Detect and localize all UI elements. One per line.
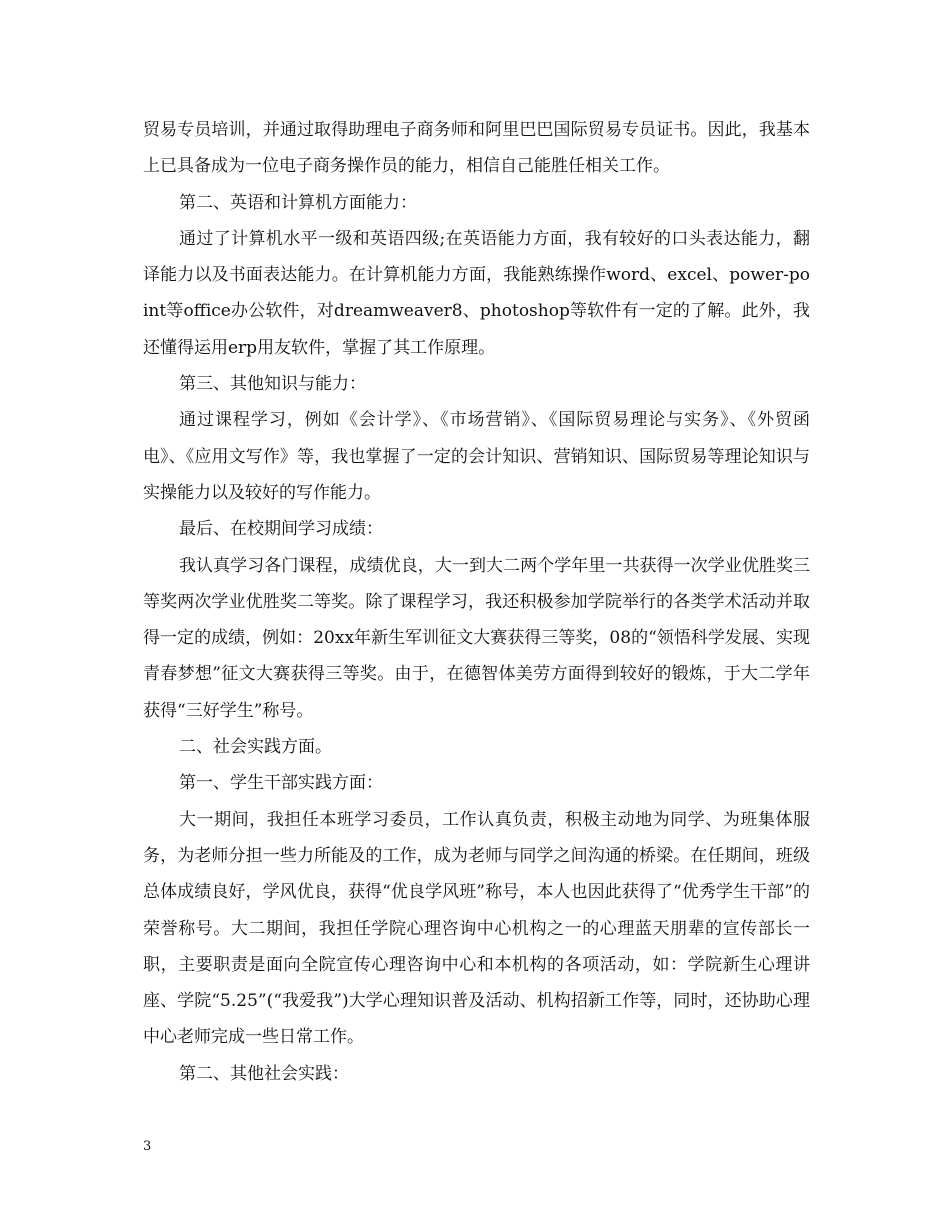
paragraph-11: 第二、其他社会实践： (179, 1063, 349, 1084)
paragraph-4: 第三、其他知识与能力： (179, 374, 366, 395)
paragraph-6: 最后、在校期间学习成绩： (179, 519, 383, 540)
paragraph-1: 贸易专员培训，并通过取得助理电子商务师和阿里巴巴国际贸易专员证书。因此，我基本上已具备成为一位电子商务操作员的能力，相信自己能胜任相关工作。 (143, 120, 810, 177)
document-body (143, 112, 810, 1092)
paragraph-7: 我认真学习各门课程，成绩优良，大一到大二两个学年里一共获得一次学业优胜奖三等奖两次学业优胜奖二等奖。除了课程学习，我还积极参加学院举行的各类学术活动并取得一定的成绩，例如：20xx年新生军训征文大赛获得三等奖，08的“领悟科学发展、实现青春梦想”征文大赛获得三等奖。由于，在德智体美劳方面得到较好的锻炼，于大二学年获得“三好学生”称号。 (143, 555, 810, 721)
paragraph-9: 第一、学生干部实践方面： (179, 773, 383, 794)
paragraph-2: 第二、英语和计算机方面能力： (179, 192, 417, 213)
page-number: 3 (143, 1139, 152, 1154)
paragraph-8: 二、社会实践方面。 (179, 737, 332, 758)
paragraph-10: 大一期间，我担任本班学习委员，工作认真负责，积极主动地为同学、为班集体服务，为老师分担一些力所能及的工作，成为老师与同学之间沟通的桥梁。在任期间，班级总体成绩良好，学风优良，获得“优良学风班”称号，本人也因此获得了“优秀学生干部”的荣誉称号。大二期间，我担任学院心理咨询中心机构之一的心理蓝天朋辈的宣传部长一职，主要职责是面向全院宣传心理咨询中心和本机构的各项活动，如：学院新生心理讲座、学院“5.25”(“我爱我”)大学心理知识普及活动、机构招新工作等，同时，还协助心理中心老师完成一些日常工作。 (143, 809, 810, 1048)
paragraph-5: 通过课程学习，例如《会计学》、《市场营销》、《国际贸易理论与实务》、《外贸函电》、《应用文写作》等，我也掌握了一定的会计知识、营销知识、国际贸易等理论知识与实操能力以及较好的写作能力。 (143, 410, 810, 503)
paragraph-3: 通过了计算机水平一级和英语四级;在英语能力方面，我有较好的口头表达能力，翻译能力以及书面表达能力。在计算机能力方面，我能熟练操作word、excel、power-point等office办公软件，对dreamweaver8、photoshop等软件有一定的了解。此外，我还懂得运用erp用友软件，掌握了其工作原理。 (143, 228, 810, 358)
